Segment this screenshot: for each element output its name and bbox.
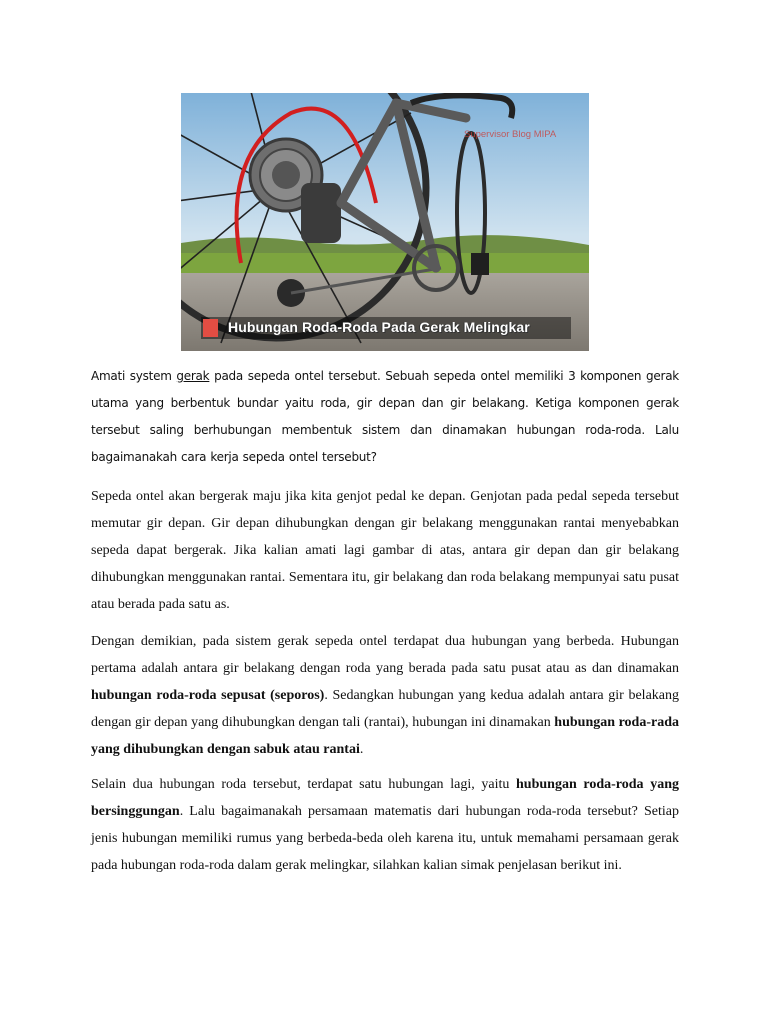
intro-text-1: Amati system (91, 369, 177, 383)
term-bersinggungan: hubungan roda-roda yang bersinggungan (91, 777, 679, 819)
caption-bar (201, 317, 571, 339)
term-sabuk-rantai: hubungan roda-rada yang dihubungkan dengan sabuk atau rantai (91, 715, 679, 757)
bicycle-photo (181, 93, 589, 351)
intro-paragraph (91, 363, 679, 471)
paragraph-2-text-2: . Sedangkan hubungan yang kedua adalah antara gir belakang dengan gir depan yang dihubungkan dengan tali (rantai), hubungan ini dinamakan (91, 688, 679, 730)
gerak-link[interactable]: gerak (176, 369, 210, 383)
caption-marker (203, 319, 218, 337)
figure-caption: Hubungan Roda-Roda Pada Gerak Melingkar (228, 319, 530, 335)
paragraph-1-text: Sepeda ontel akan bergerak maju jika kita genjot pedal ke depan. Genjotan pada pedal sepeda tersebut memutar gir depan. Gir depan dihubungkan dengan gir belakang menggunakan rantai menyebabkan sepeda dapat bergerak. Jika kalian amati lagi gambar di atas, antara gir depan dan gir belakang dihubungkan menggunakan rantai. Sementara itu, gir belakang dan roda belakang mempunyai satu pusat atau berada pada satu as. (91, 489, 679, 612)
paragraph-1 (91, 483, 679, 618)
paragraph-3-text-1: Selain dua hubungan roda tersebut, terdapat satu hubungan lagi, yaitu (91, 777, 517, 792)
paragraph-2-text-3: . (359, 742, 364, 757)
intro-text-2: pada sepeda ontel tersebut. Sebuah sepeda ontel memiliki 3 komponen gerak utama yang berbentuk bundar yaitu roda, gir depan dan gir belakang. Ketiga komponen gerak tersebut saling berhubungan membentuk sistem dan dinamakan hubungan roda-roda. Lalu bagaimanakah cara kerja sepeda ontel tersebut? (91, 369, 679, 464)
paragraph-3 (91, 771, 679, 879)
watermark: Supervisor Blog MIPA (464, 129, 557, 140)
paragraph-2 (91, 628, 679, 763)
paragraph-3-text-2: . Lalu bagaimanakah persamaan matematis dari hubungan roda-roda tersebut? Setiap jenis hubungan memiliki rumus yang berbeda-beda oleh karena itu, untuk memahami persamaan gerak pada hubungan roda-roda dalam gerak melingkar, silahkan kalian simak penjelasan berikut ini. (91, 804, 679, 873)
paragraph-2-text-1: Dengan demikian, pada sistem gerak sepeda ontel terdapat dua hubungan yang berbeda. Hubungan pertama adalah antara gir belakang dengan roda yang berada pada satu pusat atau as dan dinamakan (91, 634, 679, 676)
term-sepusat: hubungan roda-roda sepusat (seporos) (91, 688, 325, 703)
